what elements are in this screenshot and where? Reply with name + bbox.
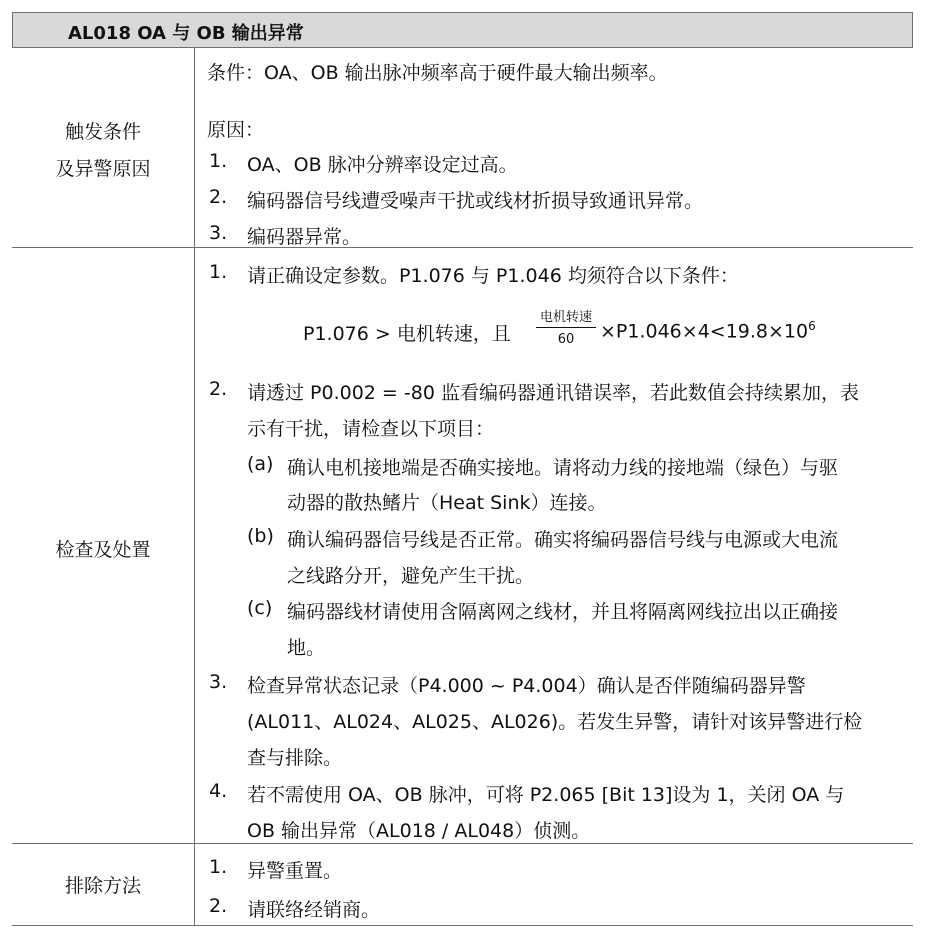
fraction-denominator: 60 — [557, 332, 575, 347]
list-item-cont: (AL011、AL024、AL025、AL026)。若发生异警，请针对该异警进行检 — [247, 711, 863, 733]
sub-item: 编码器线材请使用含隔离网之线材，并且将隔离网线拉出以正确接 — [287, 601, 839, 623]
list-number: 2. — [209, 378, 228, 400]
label-line: 及异警原因 — [55, 158, 151, 180]
formula-exponent: 6 — [808, 319, 816, 333]
fraction-numerator: 电机转速 — [539, 310, 592, 325]
cause-heading: 原因： — [207, 119, 265, 141]
list-item-cont: 查与排除。 — [247, 747, 343, 769]
list-number: 2. — [209, 186, 228, 208]
list-item-cont: 示有干扰，请检查以下项目： — [247, 418, 495, 440]
list-number: 1. — [209, 856, 228, 878]
sub-item-cont: 之线路分开，避免产生干扰。 — [287, 565, 535, 587]
list-item: 检查异常状态记录（P4.000 ~ P4.004）确认是否伴随编码器异警 — [247, 675, 806, 697]
list-number: 1. — [209, 150, 228, 172]
list-number: 1. — [209, 261, 228, 283]
alarm-title: AL018 OA 与 OB 输出异常 — [68, 23, 304, 44]
formula-right — [600, 319, 816, 342]
list-item: 请联络经销商。 — [247, 899, 381, 921]
fraction-bar — [536, 327, 596, 328]
sub-item-cont: 动器的散热鳍片（Heat Sink）连接。 — [287, 492, 607, 514]
list-item-cont: OB 输出异常（AL018 / AL048）侦测。 — [247, 820, 591, 842]
row-divider — [12, 925, 913, 926]
list-number: 3. — [209, 222, 228, 244]
formula-expression: ×P1.046×4<19.8×10 — [600, 320, 809, 343]
condition-text: 条件：OA、OB 输出脉冲频率高于硬件最大输出频率。 — [207, 62, 668, 84]
list-item: 请正确设定参数。P1.076 与 P1.046 均须符合以下条件： — [247, 265, 739, 287]
section-label-remedy: 排除方法 — [64, 875, 141, 897]
list-number: 2. — [209, 895, 228, 917]
sub-mark: (b) — [247, 525, 274, 547]
list-item: 编码器信号线遭受噪声干扰或线材折损导致通讯异常。 — [247, 190, 704, 212]
list-item: 请透过 P0.002 = -80 监看编码器通讯错误率，若此数值会持续累加，表 — [247, 382, 859, 404]
formula-left: P1.076 > 电机转速，且 — [303, 323, 511, 345]
row-divider — [12, 247, 913, 248]
list-item: OA、OB 脉冲分辨率设定过高。 — [247, 154, 518, 176]
list-item: 编码器异常。 — [247, 226, 362, 248]
section-label-trigger — [12, 114, 194, 188]
table-header — [12, 12, 913, 48]
sub-mark: (a) — [247, 453, 274, 475]
section-label-check: 检查及处置 — [55, 539, 151, 561]
row-divider — [12, 843, 913, 844]
sub-item: 确认编码器信号线是否正常。确实将编码器信号线与电源或大电流 — [287, 529, 839, 551]
list-number: 4. — [209, 780, 228, 802]
list-item: 若不需使用 OA、OB 脉冲，可将 P2.065 [Bit 13]设为 1，关闭 OA 与 — [247, 784, 845, 806]
label-line: 触发条件 — [64, 121, 141, 143]
list-number: 3. — [209, 671, 228, 693]
column-divider — [194, 47, 195, 925]
list-item: 异警重置。 — [247, 860, 343, 882]
sub-item-cont: 地。 — [287, 637, 326, 659]
sub-mark: (c) — [247, 597, 273, 619]
sub-item: 确认电机接地端是否确实接地。请将动力线的接地端（绿色）与驱 — [287, 457, 839, 479]
